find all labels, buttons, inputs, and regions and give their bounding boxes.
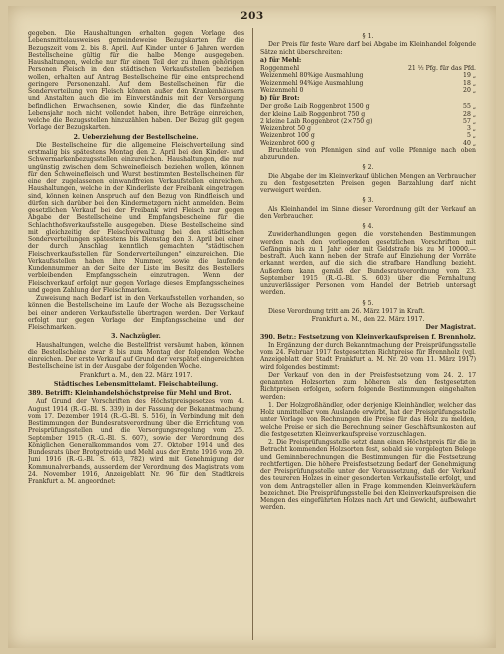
date-line: Frankfurt a. M., den 22. März 1917. [311, 316, 425, 323]
date-line: Frankfurt a. M., den 22. März 1917. [79, 371, 193, 379]
price-row [260, 103, 476, 110]
mehl-group-title: a) für Mehl: [260, 56, 302, 64]
price-value: 21 ½ Pfg. für das Pfd. [407, 65, 476, 72]
notice-390-paragraph: Der Verkauf von den in der Preisfestsetzung vom 24. 2. 17 genannten Holzsorten zum höheren als den festgesetzten Richtpreisen erfolgen, sofern folgende Bestimmungen eingehalten werden: [260, 371, 476, 401]
price-label: Weizenbrot 50 g [260, 125, 311, 132]
price-row [260, 87, 476, 94]
price-label: Roggenmehl [260, 65, 300, 72]
paragraph-4-title: § 4. [362, 223, 374, 230]
paragraph-5-text: Diese Verordnung tritt am 26. März 1917 in Kraft. [268, 307, 425, 315]
price-label: Weizenmehl 80%ige Ausmahlung [260, 72, 364, 80]
notice-390-paragraph: 1. Der Holzgroßhändler, oder derjenige Kleinhändler, welcher das Holz unmittelbar vom Auslande erwirbt, hat der Preisprüfungsstelle unter Vorlage von Rechnungen die Preise für das Holz zu melden, welche Preise er sich die Berechnung seiner Geschäftsunkosten auf die festgesetzten Kleinverkaufspreise vorzuschlagen. [260, 401, 476, 438]
price-row [260, 111, 476, 118]
column-divider [252, 28, 253, 640]
rounding-note: Bruchteile von Pfennigen sind auf volle Pfennige nach oben abzurunden. [260, 146, 476, 161]
price-value: 3 „ [466, 125, 476, 132]
issuing-office: Städtisches Lebensmittelamt. Fleischabteilung. [53, 380, 219, 388]
price-row [260, 118, 476, 125]
price-row [260, 125, 476, 132]
section-3-paragraph: Haushaltungen, welche die Bestellfrist versäumt haben, können die Bestellscheine zwar 8 bis zum Montag der folgenden Woche einreichen. Der erste Verkauf auf Grund der verspätet eingereichten Bestellscheine ist in der Ausgabe der folgenden Woche. [28, 341, 244, 371]
paragraph-3-text: Als Kleinhandel im Sinne dieser Verordnung gilt der Verkauf an den Verbraucher. [260, 205, 476, 220]
signature: Der Magistrat. [425, 324, 476, 332]
paragraph-1-intro: Der Preis für feste Ware darf bei Abgabe im Kleinhandel folgende Sätze nicht überschreiten: [260, 41, 476, 56]
paragraph-2-text: Die Abgabe der im Kleinverkauf üblichen Mengen an Verbraucher zu den festgesetzten Preisen gegen Barzahlung darf nicht verweigert werden. [260, 172, 476, 194]
section-2-paragraph: Die Bestellscheine für die allgemeine Fleischverteilung sind erstmalig bis spätestens Montag den 2. April bei den Kinder- und Schwermarkenbezugsstellen einzureichen. Haushaltungen, die nur ungünstig zwischen dem Schweinefleisch beziehen wollen, können für den Schweinefleisch und Wurst bestimmten Bestellscheinen für eine der zugelassenen einwandfreien Verkaufstellen einreichen. Haushaltungen, welche in der Kinderliste der Freibank eingetragen sind, können keinen Anspruch auf den Bezug von Rindfleisch und dürfen sich darüber bei den Kindermetzgern nicht anmelden. Beim gesetzlichen Verkauf bei der Freibank wird Fleisch nur gegen Abgabe der Bestellscheine und Empfangsbescheine für die Schlachthofsverkaufsstelle ausgegeben. Diese Bestellscheine sind mit gleichzeitig der Fleischverwaltung bei den städtischen Sonderverteilungen spätestens bis Dienstag den 3. April bei einer der durch Anschlag kenntlich gemachten "städtischen Fleischverkaufsstellen für Sonderverteilungen" einzureichen. Die Verkaufsstellen haben ihre Nummer, sowie die laufende Kundennummer an der Seite der Liste im Besitz des Bestellers verbleibenden Empfangsschein einzutragen. Wenn der Fleischverkauf erfolgt nur gegen Vorlage dieses Empfangsscheines und gegen Zahlung der Fleischmarken. [28, 141, 244, 294]
price-value: 19 „ [463, 72, 476, 80]
price-row [260, 80, 476, 87]
price-value: 55 „ [463, 103, 476, 111]
price-row [260, 132, 476, 139]
price-value: 5 „ [466, 132, 476, 140]
paragraph-1-title: § 1. [362, 33, 374, 40]
price-label: Weizenbrot 100 g [260, 132, 315, 140]
price-label: 2 kleine Laib Roggenbrot (2×750 g) [260, 117, 373, 125]
notice-390-paragraph: 2. Die Preisprüfungsstelle setzt dann einen Höchstpreis für die in Betracht kommenden Holzsorten fest, sobald sie vorgelegten Belege und Geminnberechnungen die Bestimmungen für die Festsetzung rechtfertigen. Die höhere Preisfestsetzung bedarf der Genehmigung der Preisprüfungsstelle unter der Voraussetzung, daß der Verkauf des teureren Holzes in einer gesonderten Verkaufsstelle erfolgt, und von dem Antragsteller allen in Frage kommenden Kleinverkäufern bezeichnet. Die Preisprüfungsstelle bei den Kleinverkaufspreisen die Mengen des eingeführten Holzes nach Art und Gewicht, aufbewahrt werden. [260, 439, 476, 512]
notice-390-paragraph: In Ergänzung der durch Bekanntmachung der Preisprüfungsstelle vom 24. Februar 1917 festgesetzten Richtpreise für Brennholz (vgl. Anzeigeblatt der Stadt Frankfurt a. M. Nr. 20 vom 11. März 1917) wird folgendes bestimmt: [260, 341, 476, 371]
price-label: Weizenbrot 600 g [260, 139, 315, 147]
paragraph-2-title: § 2. [362, 164, 374, 172]
notice-390-title: 390. Betr.: Festsetzung von Kleinverkaufspreisen f. Brennholz. [260, 333, 476, 341]
price-value: 40 „ [463, 139, 476, 147]
price-value: 18 „ [463, 79, 476, 87]
brot-group-title: b) für Brot: [260, 95, 300, 102]
gazette-page [8, 6, 496, 648]
section-2-title: 2. Ueberziehung der Bestellscheine. [73, 133, 199, 141]
intro-paragraph: gegeben. Die Haushaltungen erhalten gegen Vorlage des Lebensmittelausweises gemeindeweise Bezugskarten für die Bezugszeit vom 2. bis 8. April. Auf Kinder unter 6 Jahren werden Bestellscheine gültig für die halbe Menge ausgegeben. Haushaltungen, welche nur für einen Teil der zu ihnen gehörigen Personen Fleisch in den städtischen Verkaufsstellen beziehen wollen, erhalten auf Antrag Bestellscheine für eine entsprechend geringere Personenzahl. Auf dem Bestellscheinen für die Sonderverteilung von Fleisch können außer den Krankenhäusern und Anstalten auch die im Einverständnis mit der Versorgung befindlichen Erwachsenen, sowie Kinder, die das fünfzehnte Lebensjahr noch nicht vollendet haben, ihre Beträge einreichen, welche die Bezugsstellen hinzuzählen haben. Der Bezug gilt gegen Vorlage der Bezugskarten. [28, 30, 244, 132]
paragraph-3-title: § 3. [362, 197, 374, 205]
price-row [260, 65, 476, 72]
price-value: 28 „ [463, 110, 476, 118]
price-label: Weizenmehl 0 [260, 86, 304, 94]
price-label: Der große Laib Roggenbrot 1500 g [260, 103, 370, 111]
section-3-title: 3. Nachzügler. [111, 333, 161, 341]
price-label: der kleine Laib Roggenbrot 750 g [260, 110, 366, 118]
price-value: 20 „ [463, 86, 476, 94]
price-row [260, 140, 476, 147]
left-column [28, 30, 244, 640]
page-number: 203 [240, 10, 264, 22]
paragraph-4-text: Zuwiderhandlungen gegen die vorstehenden Bestimmungen werden nach den vorliegenden gesetzlichen Vorschriften mit Gefängnis bis zu 1 Jahr oder mit Geldstrafe bis zu M 10000.— bestraft. Auch kann neben der Strafe auf Einziehung der Vorräte erkannt werden, auf die sich die strafbare Handlung bezieht. Außerdem kann gemäß der Bundesratsverordnung vom 23. September 1915 (R.-G.-Bl. S. 603) über die Fernhaltung unzuverlässiger Personen vom Handel der Betrieb untersagt werden. [260, 231, 476, 297]
right-column [260, 30, 476, 640]
price-label: Weizenmehl 94%ige Ausmahlung [260, 79, 364, 87]
notice-389-paragraph: Auf Grund der Vorschriften des Höchstpreisgesetzes vom 4. August 1914 (R.-G.-Bl. S. 339) in der Fassung der Bekanntmachung vom 17. Dezember 1914 (R.-G.-Bl. S. 516), in Verbindung mit den Bestimmungen der Bundesratsverordnung über die Errichtung von Preisprüfungsstellen und die Versorgungsregelung vom 25. September 1915 (R.-G.-Bl. S. 607), sowie der Verordnung des Königlichen Generalkommandos vom 27. Oktober 1914 und des Bundesrats über Brotgetreide und Mehl aus der Ernte 1916 vom 29. Juni 1916 (R.-G.-Bl. S. 613, 782) wird mit Genehmigung der Kommunalverbands, ausserdem der Verordnung des Magistrats vom 24. November 1916, Anzeigeblatt Nr. 96 für den Stadtkreis Frankfurt a. M. angeordnet: [28, 398, 244, 485]
paragraph-5-title: § 5. [362, 299, 374, 307]
notice-389-title: 389. Betrifft: Kleinhandelshöchstpreise für Mehl und Brot. [28, 390, 232, 397]
section-2-paragraph: Zuweisung nach Bedarf ist in den Verkaufsstellen vorhanden, so können die Bestellscheine im Laufe der Woche als Bezugsscheine bei einer anderen Verkaufsstelle übertragen werden. Der Verkauf erfolgt nur gegen Vorlage der Empfangsscheine und der Fleischmarken. [28, 295, 244, 331]
price-row [260, 72, 476, 79]
price-value: 57 „ [463, 117, 476, 125]
